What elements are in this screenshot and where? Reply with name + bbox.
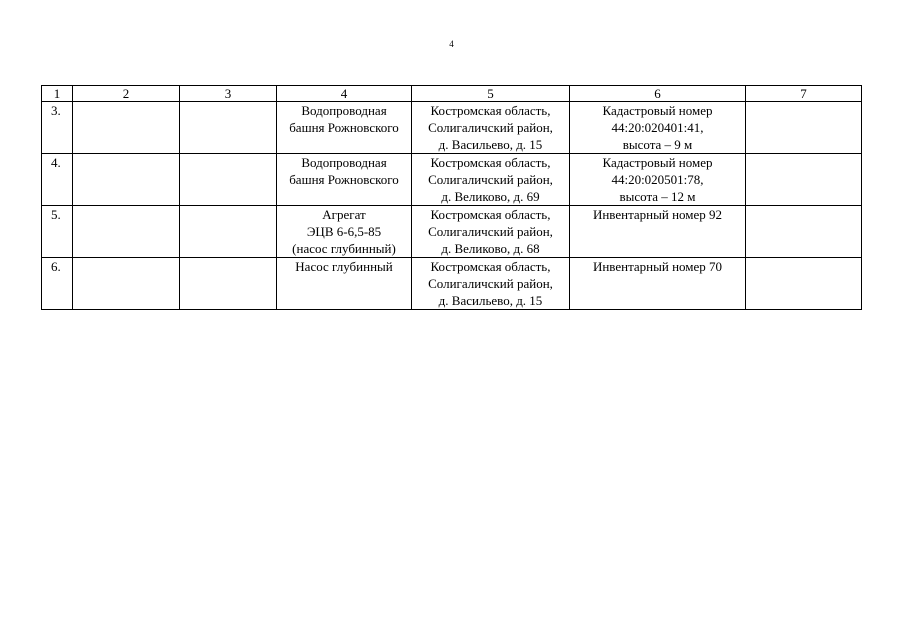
row-number-cell: 5. xyxy=(42,206,73,258)
column-header: 6 xyxy=(570,86,746,102)
empty-cell xyxy=(73,102,180,154)
column-header: 2 xyxy=(73,86,180,102)
row-number-cell: 4. xyxy=(42,154,73,206)
table-header-row xyxy=(42,86,862,102)
object-name-cell: Водопроводная башня Рожновского xyxy=(277,102,412,154)
empty-cell xyxy=(746,102,862,154)
characteristics-cell: Инвентарный номер 70 xyxy=(570,258,746,310)
object-name-cell: Насос глубинный xyxy=(277,258,412,310)
empty-cell xyxy=(73,154,180,206)
characteristics-cell: Кадастровый номер 44:20:020501:78, высота – 12 м xyxy=(570,154,746,206)
address-cell: Костромская область, Солигаличский район, д. Васильево, д. 15 xyxy=(412,102,570,154)
address-cell: Костромская область, Солигаличский район, д. Васильево, д. 15 xyxy=(412,258,570,310)
column-header: 4 xyxy=(277,86,412,102)
empty-cell xyxy=(746,154,862,206)
address-cell: Костромская область, Солигаличский район, д. Великово, д. 69 xyxy=(412,154,570,206)
empty-cell xyxy=(73,258,180,310)
table-row xyxy=(42,102,862,154)
row-number-cell: 6. xyxy=(42,258,73,310)
empty-cell xyxy=(180,206,277,258)
empty-cell xyxy=(180,102,277,154)
address-cell: Костромская область, Солигаличский район, д. Великово, д. 68 xyxy=(412,206,570,258)
empty-cell xyxy=(180,154,277,206)
empty-cell xyxy=(73,206,180,258)
row-number-cell: 3. xyxy=(42,102,73,154)
page-number: 4 xyxy=(449,39,454,49)
table-row xyxy=(42,258,862,310)
column-header: 7 xyxy=(746,86,862,102)
empty-cell xyxy=(746,206,862,258)
table-row xyxy=(42,206,862,258)
object-name-cell: Водопроводная башня Рожновского xyxy=(277,154,412,206)
column-header: 1 xyxy=(42,86,73,102)
characteristics-cell: Инвентарный номер 92 xyxy=(570,206,746,258)
empty-cell xyxy=(746,258,862,310)
property-table xyxy=(41,85,862,310)
characteristics-cell: Кадастровый номер 44:20:020401:41, высота – 9 м xyxy=(570,102,746,154)
table-row xyxy=(42,154,862,206)
column-header: 3 xyxy=(180,86,277,102)
object-name-cell: Агрегат ЭЦВ 6-6,5-85 (насос глубинный) xyxy=(277,206,412,258)
empty-cell xyxy=(180,258,277,310)
column-header: 5 xyxy=(412,86,570,102)
